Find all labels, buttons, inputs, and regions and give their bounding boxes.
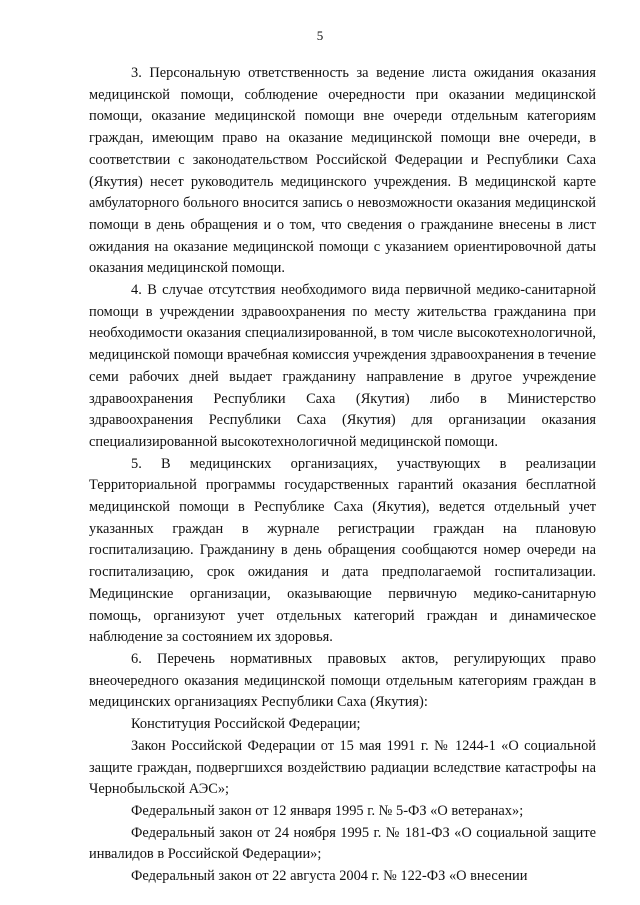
list-item-law-1244-1: Закон Российской Федерации от 15 мая 1991 г. № 1244-1 «О социальной защите граждан, подвергшихся воздействию радиации вследствие катастрофы на Чернобыльской АЭС»; [89, 737, 596, 798]
list-item-law-181-fz: Федеральный закон от 24 ноября 1995 г. № 181-ФЗ «О социальной защите инвалидов в Российской Федерации»; [89, 824, 596, 863]
page-number: 5 [316, 28, 324, 43]
list-item-law-5-fz: Федеральный закон от 12 января 1995 г. № 5-ФЗ «О ветеранах»; [131, 802, 524, 819]
list-item-constitution: Конституция Российской Федерации; [131, 716, 361, 733]
paragraph-4-referral: 4. В случае отсутствия необходимого вида первичной медико-санитарной помощи в учреждении здравоохранения по месту жительства гражданина при необходимости оказания специализированной, в том числе высокотехнологичной, медицинской помощи врачебная комиссия учреждения здравоохранения в течение семи рабочих дней выдает гражданину направление в другое учреждение здравоохранения Республики Саха (Якутия) либо в Министерство здравоохранения Республики Саха (Якутия) для организации оказания специализированной высокотехнологичной медицинской помощи. [89, 282, 596, 450]
list-item-law-122-fz: Федеральный закон от 22 августа 2004 г. № 122-ФЗ «О внесении [131, 868, 528, 885]
document-body [89, 63, 596, 888]
paragraph-6-legal-acts-list: 6. Перечень нормативных правовых актов, регулирующих право внеочередного оказания медицинской помощи отдельным категориям граждан в медицинских организациях Республики Саха (Якутия): [89, 650, 596, 711]
paragraph-3-responsibility: 3. Персональную ответственность за ведение листа ожидания оказания медицинской помощи, соблюдение очередности при оказании медицинской помощи, оказание медицинской помощи вне очереди отдельным категориям граждан, имеющим право на оказание медицинской помощи вне очереди, в соответствии с законодательством Российской Федерации и Республики Саха (Якутия) несет руководитель медицинского учреждения. В медицинской карте амбулаторного больного вносится запись о невозможности оказания медицинской помощи в день обращения и о том, что сведения о гражданине внесены в лист ожидания на оказание медицинской помощи с указанием ориентировочной даты оказания медицинской помощи. [89, 65, 596, 277]
paragraph-5-registration: 5. В медицинских организациях, участвующих в реализации Территориальной программы государственных гарантий оказания бесплатной медицинской помощи в Республике Саха (Якутия), ведется отдельный учет указанных граждан в журнале регистрации граждан на плановую госпитализацию. Гражданину в день обращения сообщаются номер очереди на госпитализацию, срок ожидания и дата предполагаемой госпитализации. Медицинские организации, оказывающие первичную медико-санитарную помощь, организуют учет отдельных категорий граждан и динамическое наблюдение за состоянием их здоровья. [89, 455, 596, 646]
